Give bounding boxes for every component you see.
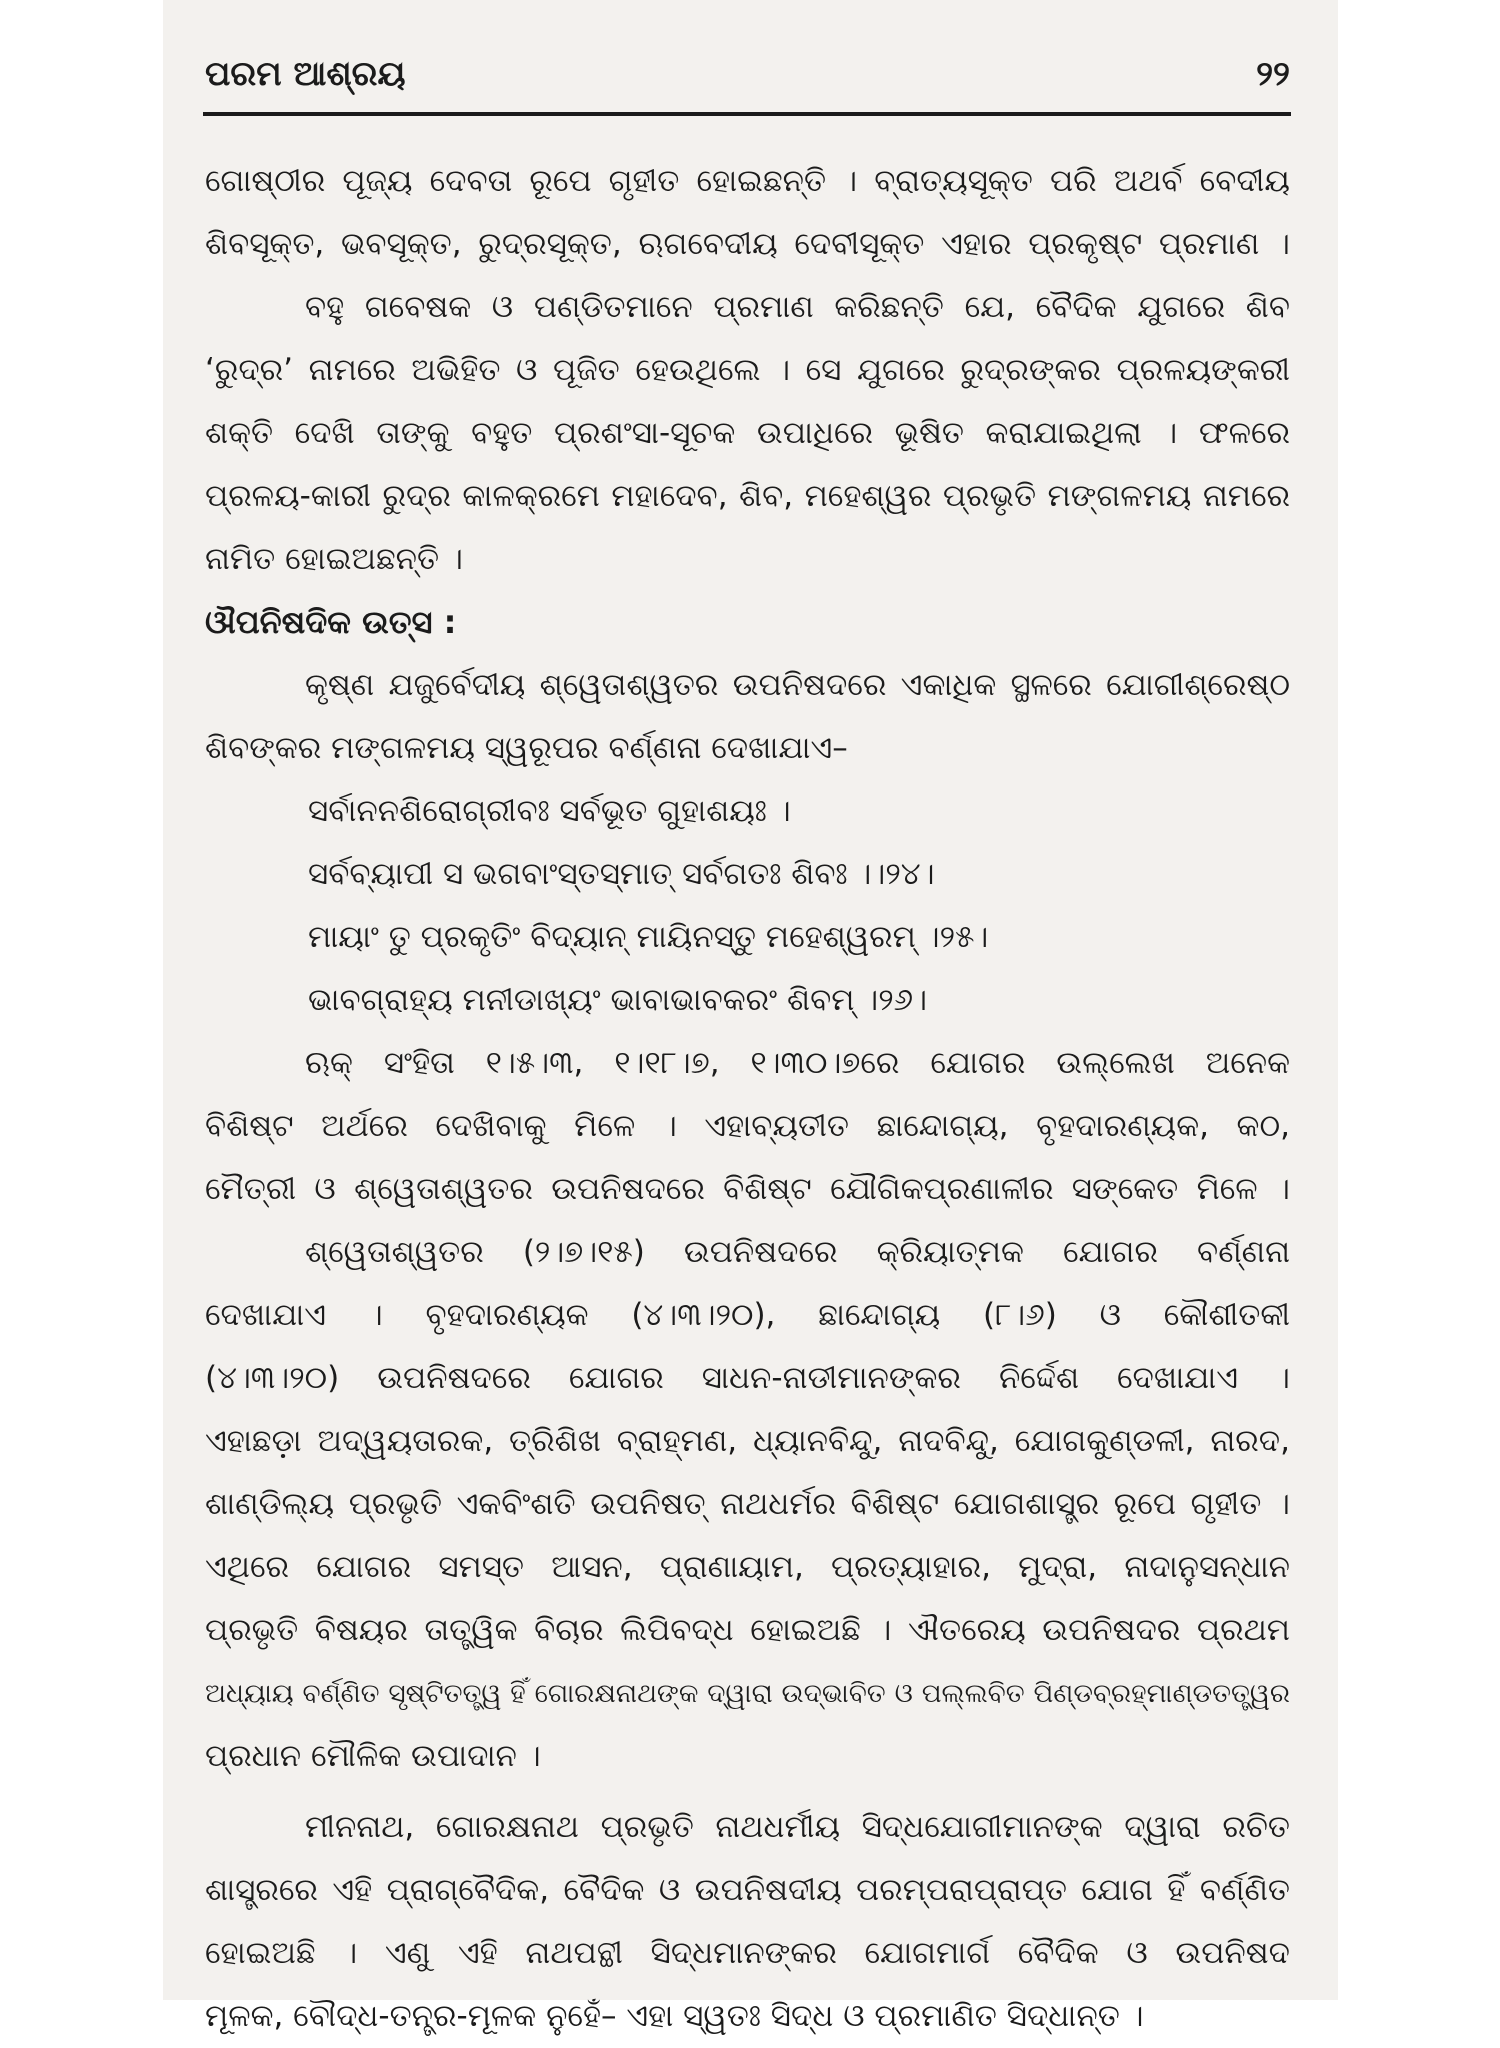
- verse-line: ସର୍ବାନନଶିରୋଗ୍ରୀବଃ ସର୍ବଭୂତ ଗୁହାଶୟଃ ।: [308, 793, 791, 829]
- text-line: ଋକ୍ ସଂହିତା ୧।୫।୩, ୧।୧୮।୭, ୧।୩୦।୭ରେ ଯୋଗର ଉଲ୍ଲେଖ ଅନେକ: [305, 1045, 1290, 1081]
- text-line: ଗୋଷ୍ଠୀର ପୂଜ୍ୟ ଦେବତା ରୂପେ ଗୃହୀତ ହୋଇଛନ୍ତି । ବ୍ରାତ୍ୟସୂକ୍ତ ପରି ଅଥର୍ବ ବେଦୀୟ: [205, 163, 1290, 199]
- text-line: ଦେଖାଯାଏ । ବୃହଦାରଣ୍ୟକ (୪।୩।୨୦), ଛାନ୍ଦୋଗ୍ୟ (୮।୬) ଓ କୌଶୀତକୀ: [205, 1297, 1290, 1333]
- text-line: (୪।୩।୨୦) ଉପନିଷଦରେ ଯୋଗର ସାଧନ-ନାଡୀମାନଙ୍କର ନିର୍ଦ୍ଦେଶ ଦେଖାଯାଏ ।: [205, 1360, 1290, 1396]
- text-line: ‘ରୁଦ୍ର’ ନାମରେ ଅଭିହିତ ଓ ପୂଜିତ ହେଉଥିଲେ । ସେ ଯୁଗରେ ରୁଦ୍ରଙ୍କର ପ୍ରଳୟଙ୍କରୀ: [205, 352, 1290, 388]
- page-body: [205, 150, 1290, 2048]
- text-line: ପ୍ରଭୃତି ବିଷୟର ତାତ୍ତ୍ୱିକ ବିଚାର ଲିପିବଦ୍ଧ ହୋଇଅଛି । ଐତରେୟ ଉପନିଷଦର ପ୍ରଥମ: [205, 1612, 1290, 1648]
- text-line: କୃଷ୍ଣ ଯଜୁର୍ବେଦୀୟ ଶ୍ୱେତାଶ୍ୱତର ଉପନିଷଦରେ ଏକାଧିକ ସ୍ଥଳରେ ଯୋଗୀଶ୍ରେଷ୍ଠ: [305, 667, 1290, 703]
- running-header: [205, 54, 1290, 110]
- text-line: ହୋଇଅଛି । ଏଣୁ ଏହି ନାଥପନ୍ଥୀ ସିଦ୍ଧମାନଙ୍କର ଯୋଗମାର୍ଗ ବୈଦିକ ଓ ଉପନିଷଦ: [205, 1935, 1290, 1971]
- text-line: ଶ୍ୱେତାଶ୍ୱତର (୨।୭।୧୫) ଉପନିଷଦରେ କ୍ରିୟାତ୍ମକ ଯୋଗର ବର୍ଣ୍ଣନା: [305, 1234, 1290, 1270]
- text-line: ଏହାଛଡ଼ା ଅଦ୍ୱୟତାରକ, ତ୍ରିଶିଖ ବ୍ରାହ୍ମଣ, ଧ୍ୟାନବିନ୍ଦୁ, ନାଦବିନ୍ଦୁ, ଯୋଗକୁଣ୍ଡଳୀ, ନାରଦ,: [205, 1423, 1290, 1459]
- text-line: ମୈତ୍ରୀ ଓ ଶ୍ୱେତାଶ୍ୱତର ଉପନିଷଦରେ ବିଶିଷ୍ଟ ଯୌଗିକପ୍ରଣାଳୀର ସଙ୍କେତ ମିଳେ ।: [205, 1171, 1290, 1207]
- verse-line: ସର୍ବବ୍ୟାପୀ ସ ଭଗବାଂସ୍ତସ୍ମାତ୍ ସର୍ବଗତଃ ଶିବଃ ।।୨୪।: [308, 856, 935, 892]
- text-line: ଅଧ୍ୟାୟ ବର୍ଣ୍ଣିତ ସୃଷ୍ଟିତତ୍ତ୍ୱ ହିଁ ଗୋରକ୍ଷନାଥଙ୍କ ଦ୍ୱାରା ଉଦ୍ଭାବିତ ଓ ପଲ୍ଲବିତ ପିଣ୍ଡବ୍ରହ୍ମାଣ୍ଡତତ୍ତ୍ୱର: [205, 1678, 1290, 1709]
- running-title: ପରମ ଆଶ୍ରୟ: [205, 54, 406, 94]
- text-line: ଶିବସୂକ୍ତ, ଭବସୂକ୍ତ, ରୁଦ୍ରସୂକ୍ତ, ଋଗବେଦୀୟ ଦେବୀସୂକ୍ତ ଏହାର ପ୍ରକୃଷ୍ଟ ପ୍ରମାଣ ।: [205, 226, 1290, 262]
- verse-line: ଭାବଗ୍ରାହ୍ୟ ମନୀଡାଖ୍ୟଂ ଭାବାଭାବକରଂ ଶିବମ୍ ।୨୬।: [308, 982, 928, 1018]
- text-line: ବହୁ ଗବେଷକ ଓ ପଣ୍ଡିତମାନେ ପ୍ରମାଣ କରିଛନ୍ତି ଯେ, ବୈଦିକ ଯୁଗରେ ଶିବ: [305, 289, 1290, 325]
- text-line: ନାମିତ ହୋଇଅଛନ୍ତି ।: [205, 541, 463, 577]
- text-line: ଏଥିରେ ଯୋଗର ସମସ୍ତ ଆସନ, ପ୍ରାଣାୟାମ, ପ୍ରତ୍ୟାହାର, ମୁଦ୍ରା, ନାଦାନୁସନ୍ଧାନ: [205, 1549, 1290, 1585]
- text-line: ଶାସ୍ତ୍ରରେ ଏହି ପ୍ରାଗ୍‌ବୈଦିକ, ବୈଦିକ ଓ ଉପନିଷଦୀୟ ପରମ୍ପରାପ୍ରାପ୍ତ ଯୋଗ ହିଁ ବର୍ଣ୍ଣିତ: [205, 1872, 1290, 1908]
- text-line: ବିଶିଷ୍ଟ ଅର୍ଥରେ ଦେଖିବାକୁ ମିଳେ । ଏହାବ୍ୟତୀତ ଛାନ୍ଦୋଗ୍ୟ, ବୃହଦାରଣ୍ୟକ, କଠ,: [205, 1108, 1290, 1144]
- verse-line: ମାୟାଂ ତୁ ପ୍ରକୃତିଂ ବିଦ୍ୟାନ୍ ମାୟିନସ୍ତୁ ମହେଶ୍ୱରମ୍ ।୨୫।: [308, 919, 989, 955]
- text-line: ପ୍ରଧାନ ମୌଳିକ ଉପାଦାନ ।: [205, 1738, 541, 1774]
- text-line: ଶାଣ୍ଡିଲ୍ୟ ପ୍ରଭୃତି ଏକବିଂଶତି ଉପନିଷତ୍ ନାଥଧର୍ମର ବିଶିଷ୍ଟ ଯୋଗଶାସ୍ତ୍ର ରୂପେ ଗୃହୀତ ।: [205, 1486, 1290, 1522]
- text-line: ଶିବଙ୍କର ମଙ୍ଗଳମୟ ସ୍ୱରୂପର ବର୍ଣ୍ଣନା ଦେଖାଯାଏ–: [205, 730, 848, 766]
- text-line: ଶକ୍ତି ଦେଖି ତାଙ୍କୁ ବହୁତ ପ୍ରଶଂସା-ସୂଚକ ଉପାଧିରେ ଭୂଷିତ କରାଯାଇଥିଲା । ଫଳରେ: [205, 415, 1290, 451]
- text-line: ପ୍ରଳୟ-କାରୀ ରୁଦ୍ର କାଳକ୍ରମେ ମହାଦେବ, ଶିବ, ମହେଶ୍ୱର ପ୍ରଭୃତି ମଙ୍ଗଳମୟ ନାମରେ: [205, 478, 1290, 514]
- text-line: ମୂଳକ, ବୌଦ୍ଧ-ତନ୍ତ୍ର-ମୂଳକ ନୁହେଁ– ଏହା ସ୍ୱତଃ ସିଦ୍ଧ ଓ ପ୍ରମାଣିତ ସିଦ୍ଧାନ୍ତ ।: [205, 1998, 1144, 2034]
- header-rule: [203, 112, 1291, 116]
- text-line: ମୀନନାଥ, ଗୋରକ୍ଷନାଥ ପ୍ରଭୃତି ନାଥଧର୍ମୀୟ ସିଦ୍ଧଯୋଗୀମାନଙ୍କ ଦ୍ୱାରା ରଚିତ: [305, 1809, 1290, 1845]
- section-heading: ଔପନିଷଦିକ ଉତ୍ସ :: [205, 603, 457, 641]
- page-number: ୨୨: [1256, 54, 1290, 94]
